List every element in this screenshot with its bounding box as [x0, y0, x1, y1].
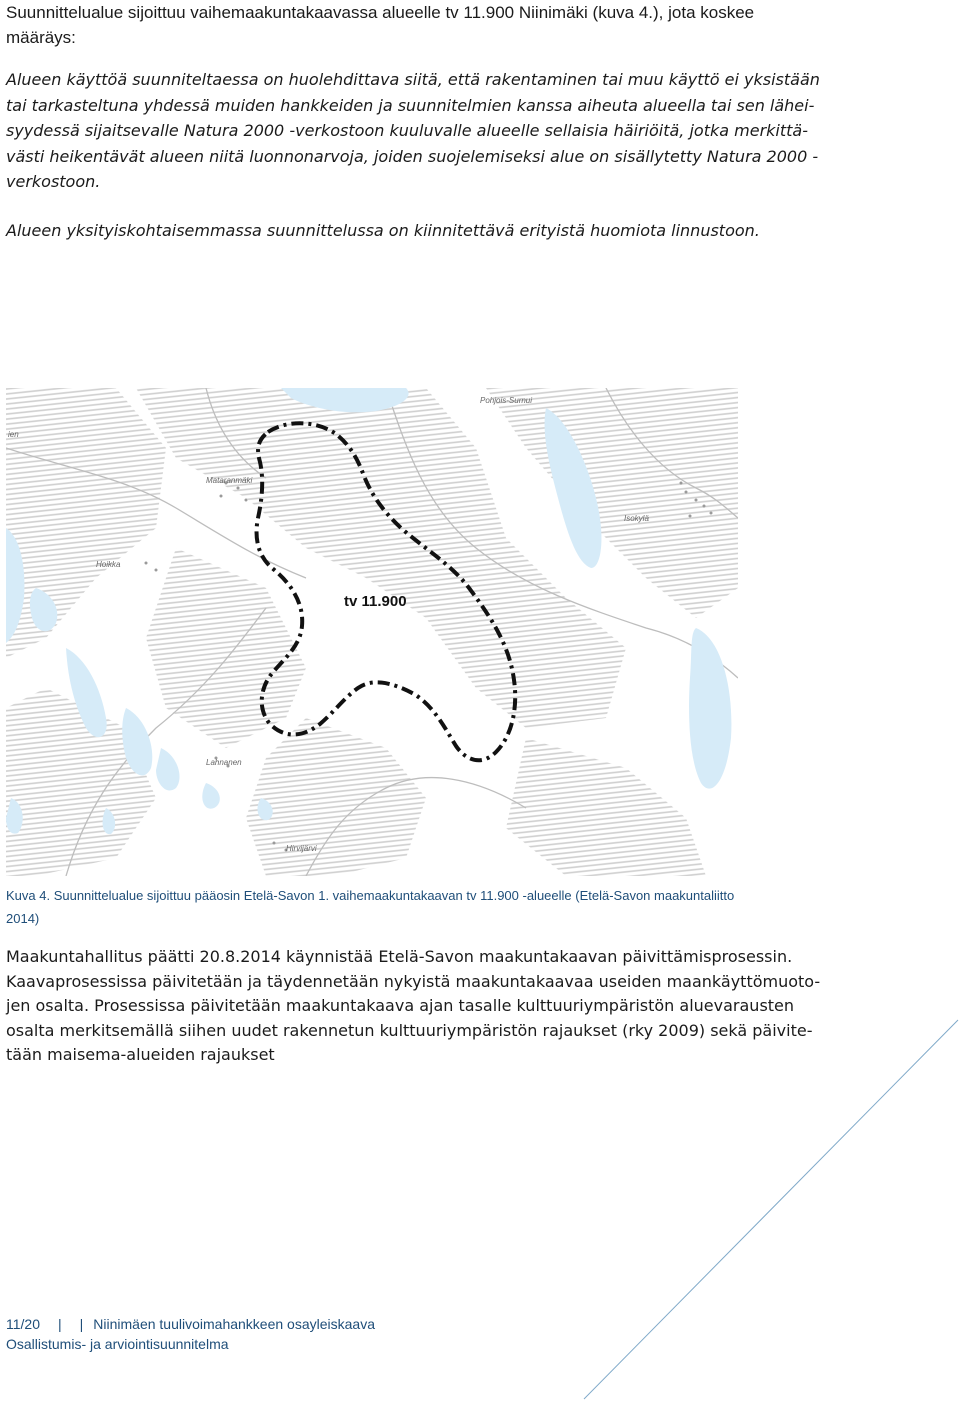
map-drawing [6, 388, 738, 876]
quote-line: Alueen yksityiskohtaisemmassa suunnittelussa on kiinnitettävä erityistä huomiota linnustoon. [6, 221, 760, 240]
body-line: tään maisema-alueiden rajaukset [6, 1045, 275, 1064]
decorative-diagonal-line [560, 1010, 960, 1401]
intro-line: Suunnittelualue sijoittuu vaihemaakuntakaavassa alueelle tv 11.900 Niinimäki (kuva 4.), jota koskee [6, 3, 755, 22]
quote-line: Alueen käyttöä suunniteltaessa on huolehdittava siitä, että rakentaminen tai muu käyttö ei yksistään [6, 70, 820, 89]
place-name-matara: Mataranmäki [206, 476, 253, 485]
place-name-southwest: Lahnanen [206, 758, 242, 767]
body-line: Kaavaprosessissa päivitetään ja täydennetään nykyistä maakuntakaavaa useiden maankäyttömuoto- [6, 971, 821, 991]
caption-line: 2014) [6, 911, 40, 926]
place-name-edge: ien [8, 430, 19, 439]
intro-text [6, 0, 946, 50]
page-number: 11/20 [6, 1316, 40, 1332]
footer-row [6, 1314, 375, 1334]
quote-line: verkostoon. [6, 172, 101, 191]
place-name-south: Hirvijärvi [286, 844, 317, 853]
body-line: osalta merkitsemällä siihen uudet rakennetun kulttuuriympäristön rajaukset (rky 2009) sekä päivite- [6, 1020, 813, 1040]
quote-line: syydessä sijaitsevalle Natura 2000 -verkostoon kuuluvalle alueelle sellaisia häiriöitä, jotka merkittä- [6, 121, 808, 140]
caption-line: Kuva 4. Suunnittelualue sijoittuu pääosin Etelä-Savon 1. vaihemaakuntakaavan tv 11.900 -alueelle (Etelä-Savon maakuntaliitto [6, 888, 735, 903]
footer-document-title: Osallistumis- ja arviointisuunnitelma [6, 1336, 229, 1352]
quote-line: västi heikentävät alueen niitä luonnonarvoja, joiden suojelemiseksi alue on sisällytetty Natura 2000 - [6, 146, 819, 166]
place-name-west: Hoikka [96, 560, 121, 569]
regulation-quote-2 [6, 218, 946, 244]
body-line: jen osalta. Prosessissa päivitetään maakuntakaava ajan tasalle kulttuuriympäristön aluevarausten [6, 996, 795, 1015]
place-name-east: Isokylä [624, 514, 649, 523]
map-figure [6, 388, 738, 876]
regulation-quote [6, 67, 946, 195]
footer-separator: | [79, 1316, 84, 1332]
intro-line: määräys: [6, 28, 76, 47]
footer-separator: | [58, 1316, 62, 1332]
footer-project-title: Niinimäen tuulivoimahankkeen osayleiskaava [93, 1316, 375, 1332]
page-footer [6, 1314, 375, 1354]
figure-caption [6, 884, 946, 930]
hatched-land [6, 388, 738, 876]
place-name-north: Pohjois-Surnui [480, 396, 533, 405]
quote-line: tai tarkasteltuna yhdessä muiden hankkeiden ja suunnitelmien kanssa aiheuta alueella tai sen lähei- [6, 95, 815, 115]
planning-area-label: tv 11.900 [344, 593, 407, 610]
body-line: Maakuntahallitus päätti 20.8.2014 käynnistää Etelä-Savon maakuntakaavan päivittämisprosessin. [6, 947, 793, 966]
